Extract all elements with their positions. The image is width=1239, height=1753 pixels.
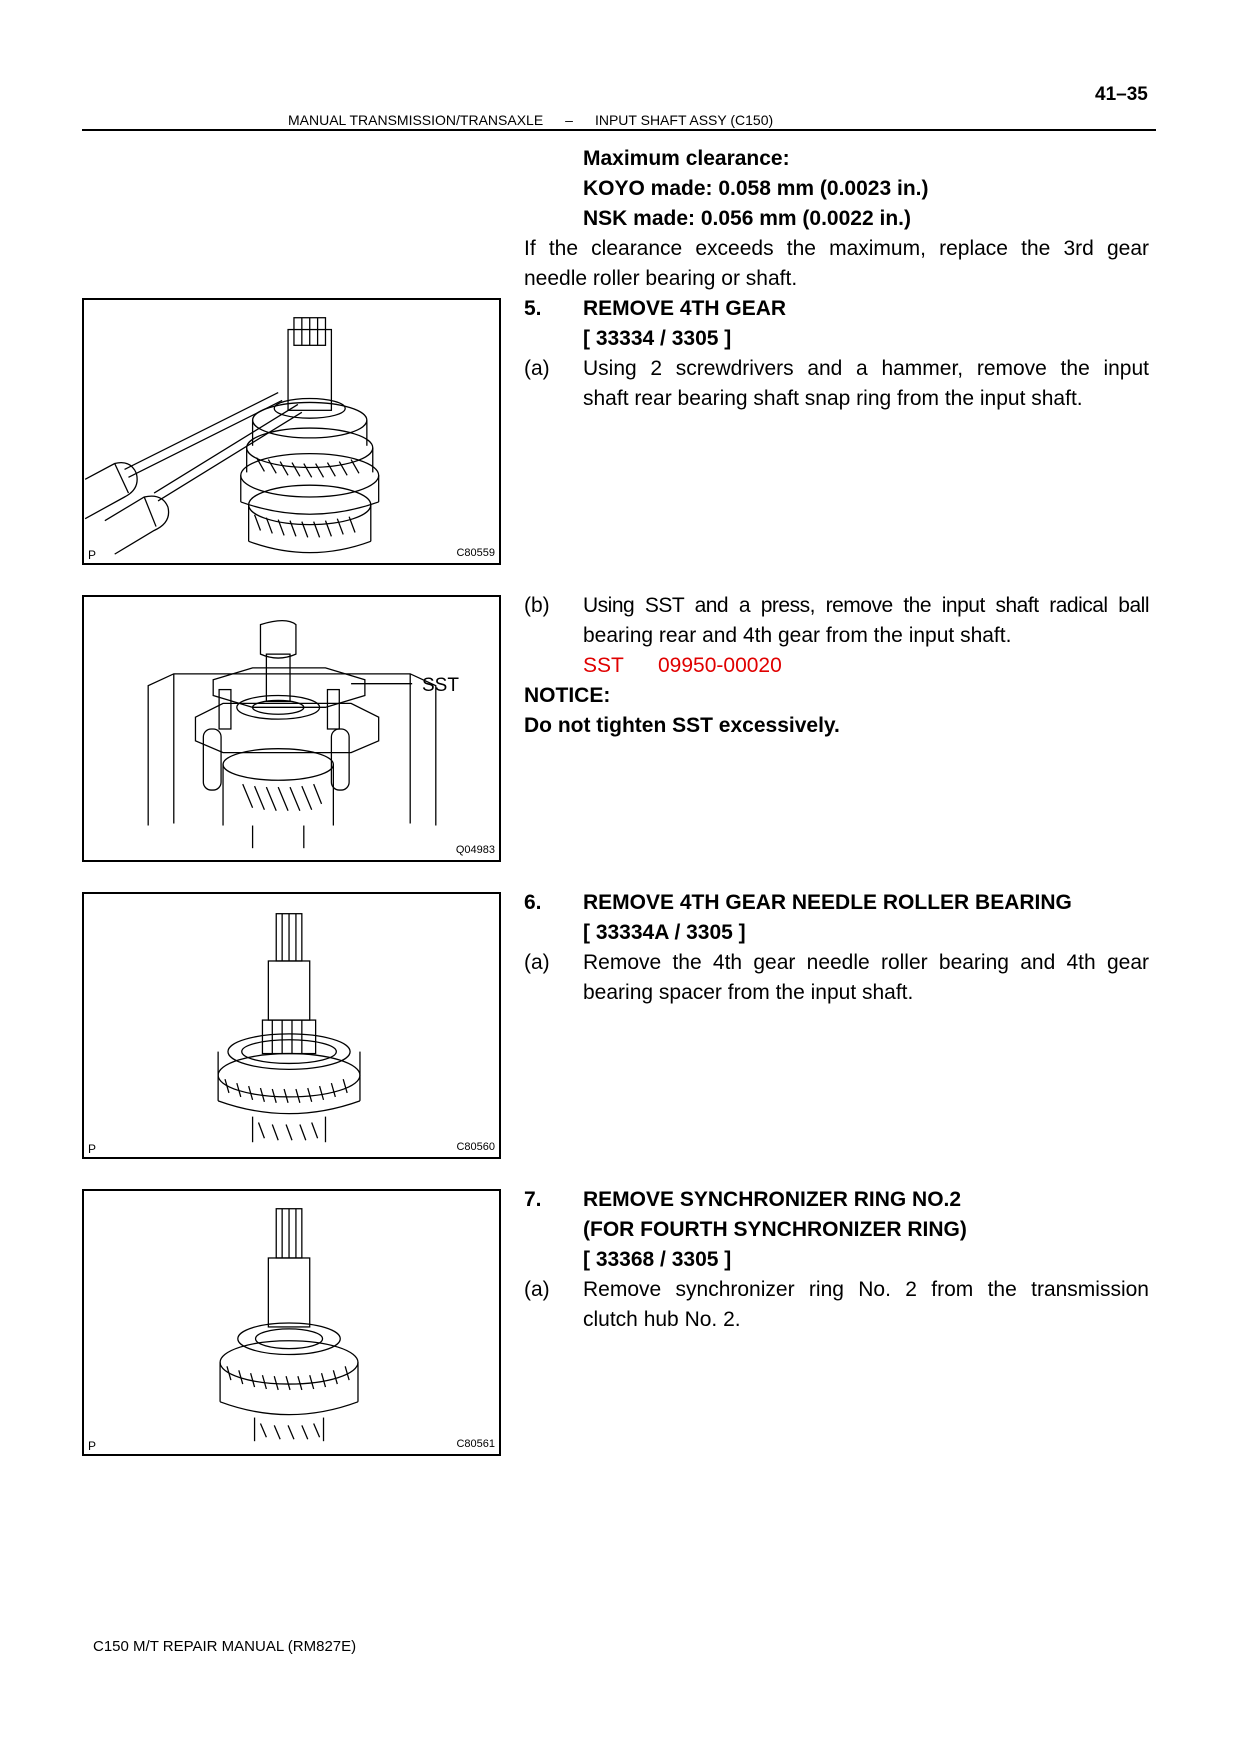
step6-a-line1: Remove the 4th gear needle roller bearing and 4th gear: [583, 951, 1149, 974]
spec-note-line1: If the clearance exceeds the maximum, replace the 3rd gear: [524, 237, 1149, 260]
step7-a-label: (a): [524, 1278, 550, 1301]
step5-a-line1: Using 2 screwdrivers and a hammer, remove the input: [583, 357, 1149, 380]
page-number: 41–35: [1095, 84, 1148, 105]
running-header: [288, 112, 773, 128]
figure-code: Q04983: [455, 844, 495, 856]
spec-nsk: NSK made: 0.056 mm (0.0022 in.): [583, 207, 911, 230]
figure-synchronizer-ring: [82, 1189, 501, 1456]
step5-b-line1: Using SST and a press, remove the input shaft radical ball: [583, 594, 1149, 617]
step6-a-line2: bearing spacer from the input shaft.: [583, 981, 914, 1004]
figure-code: C80561: [456, 1438, 495, 1450]
notice-text: Do not tighten SST excessively.: [524, 714, 840, 737]
step6-code: [ 33334A / 3305 ]: [583, 921, 746, 944]
spec-note-line2: needle roller bearing or shaft.: [524, 267, 798, 290]
figure-p-mark: P: [88, 1142, 97, 1156]
notice-title: NOTICE:: [524, 684, 611, 707]
figure-p-mark: P: [88, 548, 97, 562]
spec-title: Maximum clearance:: [583, 147, 790, 170]
step5-title: REMOVE 4TH GEAR: [583, 297, 787, 320]
sst-number: 09950-00020: [658, 654, 782, 677]
header-subsection: INPUT SHAFT ASSY (C150): [594, 112, 774, 128]
step7-a-line2: clutch hub No. 2.: [583, 1308, 741, 1331]
figure-code: C80560: [456, 1141, 495, 1153]
figure-p-mark: P: [88, 1439, 97, 1453]
figure-code: C80559: [456, 547, 495, 559]
header-separator: –: [565, 112, 573, 128]
step6-title: REMOVE 4TH GEAR NEEDLE ROLLER BEARING: [583, 891, 1072, 914]
step5-code: [ 33334 / 3305 ]: [583, 327, 732, 350]
sst-press-illustration: [84, 597, 499, 860]
step7-title: REMOVE SYNCHRONIZER RING NO.2: [583, 1188, 962, 1211]
needle-bearing-illustration: [84, 894, 499, 1157]
sst-label: SST: [583, 654, 624, 677]
synchronizer-ring-illustration: [84, 1191, 499, 1454]
figure-sst-press: [82, 595, 501, 862]
figure-needle-bearing: [82, 892, 501, 1159]
step7-subtitle: (FOR FOURTH SYNCHRONIZER RING): [583, 1218, 967, 1241]
snap-ring-illustration: [84, 300, 499, 563]
figure-sst-label: SST: [422, 675, 459, 696]
header-rule: [82, 129, 1156, 131]
spec-koyo: KOYO made: 0.058 mm (0.0023 in.): [583, 177, 929, 200]
step5-b-line2: bearing rear and 4th gear from the input shaft.: [583, 624, 1012, 647]
step7-a-line1: Remove synchronizer ring No. 2 from the transmission: [583, 1278, 1149, 1301]
step6-a-label: (a): [524, 951, 550, 974]
page-footer: C150 M/T REPAIR MANUAL (RM827E): [93, 1638, 357, 1655]
step5-b-label: (b): [524, 594, 550, 617]
step5-number: 5.: [524, 297, 542, 320]
step7-number: 7.: [524, 1188, 542, 1211]
step6-number: 6.: [524, 891, 542, 914]
header-section: MANUAL TRANSMISSION/TRANSAXLE: [288, 112, 544, 128]
step7-code: [ 33368 / 3305 ]: [583, 1248, 732, 1271]
step5-a-line2: shaft rear bearing shaft snap ring from the input shaft.: [583, 387, 1083, 410]
figure-snap-ring-removal: [82, 298, 501, 565]
step5-a-label: (a): [524, 357, 550, 380]
